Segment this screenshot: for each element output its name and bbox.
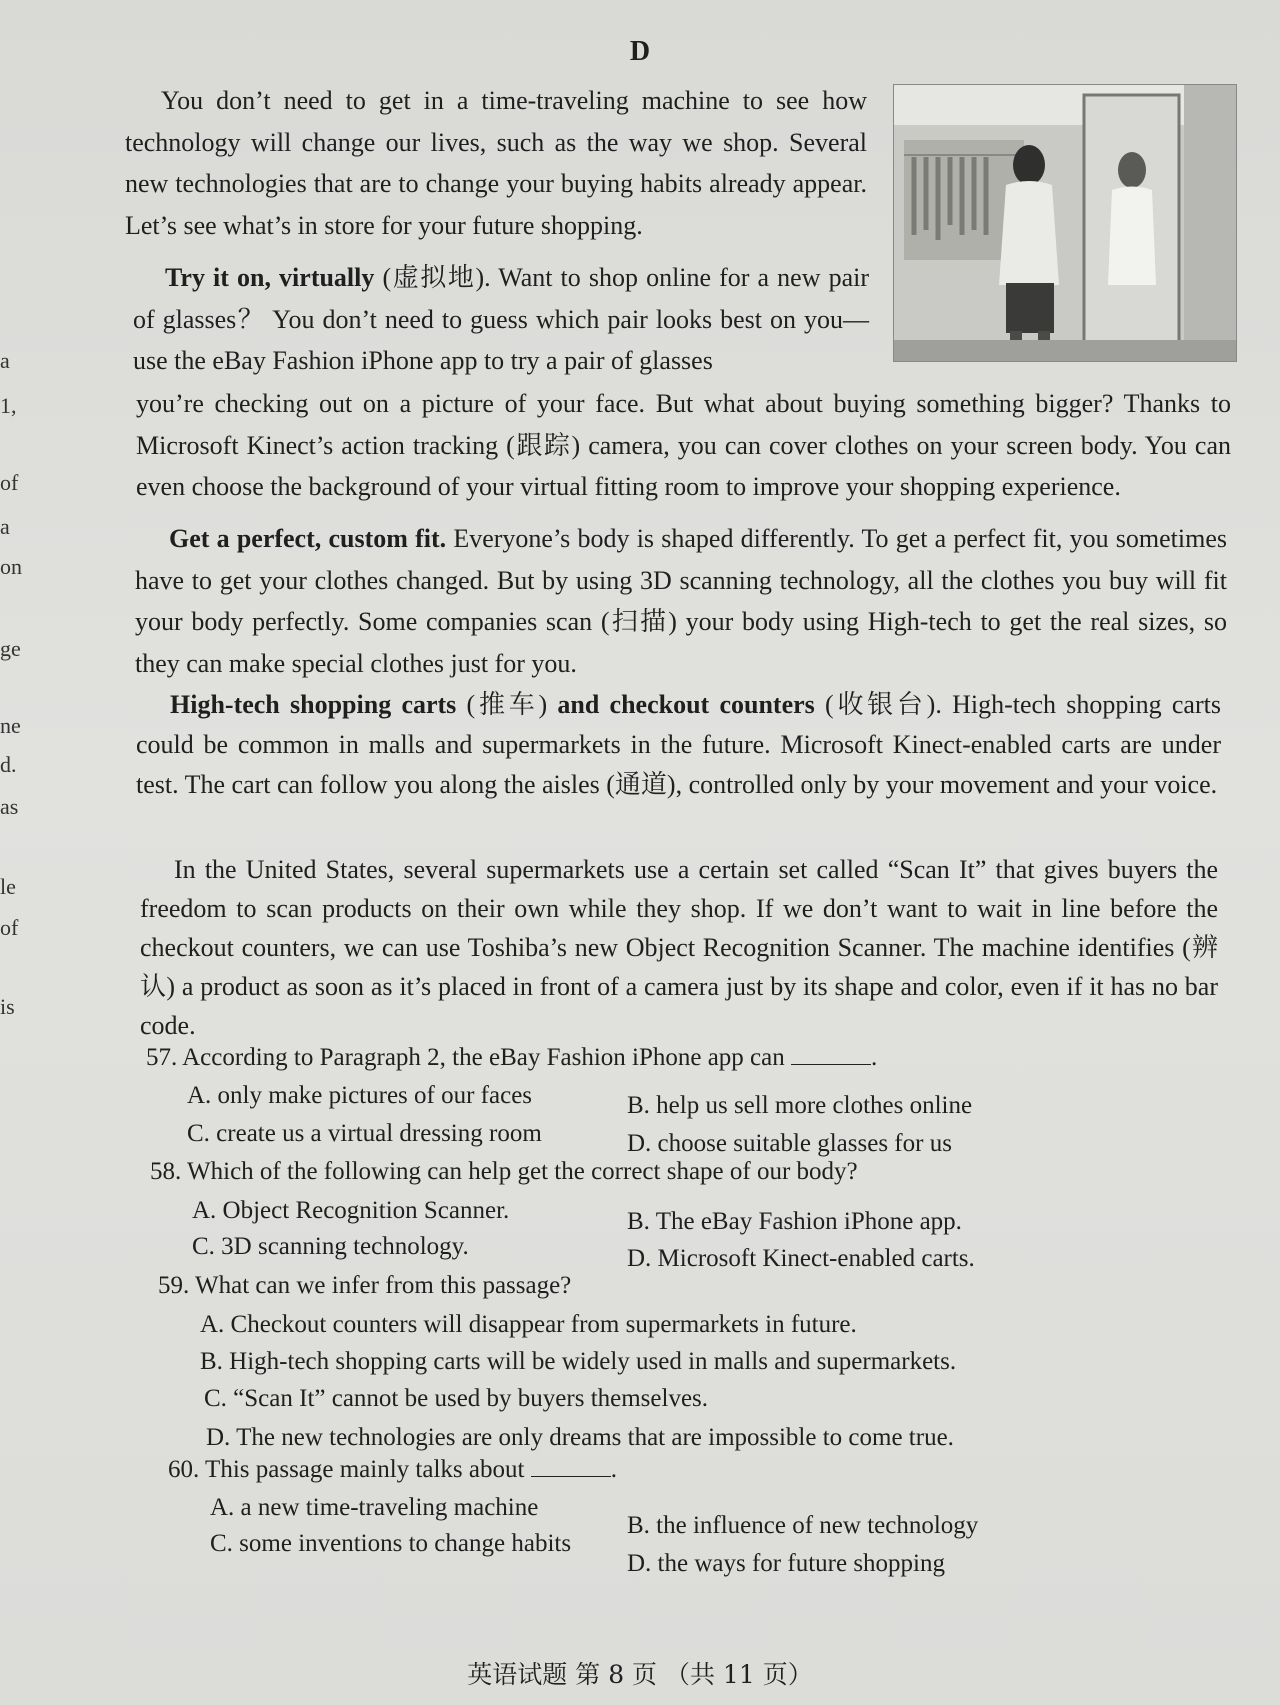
answer-blank bbox=[791, 1044, 871, 1065]
option-59-b: B. High-tech shopping carts will be widely used in malls and supermarkets. bbox=[200, 1348, 957, 1375]
answer-blank bbox=[531, 1456, 611, 1477]
paragraph-text: Everyone’s body is shaped differently. To get a perfect fit, you sometimes have to get your clothes changed. But by using 3D scanning technology, all the clothes you buy will fit your body perfectly. Some companies scan (扫描) your body using High-tech to get the real sizes, so they can make special clothes just for you. bbox=[135, 524, 1227, 678]
paragraph-try-it-on bbox=[133, 257, 869, 382]
option-60-d: D. the ways for future shopping bbox=[627, 1550, 945, 1577]
virtual-fitting-photo bbox=[893, 84, 1237, 362]
option-57-a: A. only make pictures of our faces bbox=[187, 1082, 533, 1109]
option-59-a: A. Checkout counters will disappear from supermarkets in future. bbox=[200, 1311, 857, 1338]
margin-fragment: as bbox=[0, 794, 19, 819]
option-59-d: D. The new technologies are only dreams that are impossible to come true. bbox=[206, 1424, 954, 1451]
page-footer: 英语试题 第 8 页 （共 11 页） bbox=[467, 1660, 813, 1689]
option-57-b: B. help us sell more clothes online bbox=[627, 1092, 973, 1119]
margin-fragment: 1, bbox=[0, 393, 17, 418]
chinese-gloss: (虚拟地). bbox=[374, 263, 499, 292]
paragraph-text: High-tech shopping carts could be common in malls and supermarkets in the future. Microsoft Kinect-enabled carts are under test. The cart can follow you along the aisles (通道), controlled only by your movement and your voice. bbox=[136, 690, 1221, 799]
paragraph-heading: and checkout counters bbox=[557, 690, 815, 719]
intro-text: You don’t need to get in a time-traveling machine to see how technology will change our lives, such as the way we shop. Several new technologies that are to change your buying habits already appear. Let’s see what’s in store for your future shopping. bbox=[125, 86, 867, 240]
option-60-a: A. a new time-traveling machine bbox=[210, 1494, 539, 1521]
chinese-gloss: (收银台). bbox=[814, 690, 953, 719]
option-59-c: C. “Scan It” cannot be used by buyers themselves. bbox=[204, 1385, 709, 1412]
margin-fragment: ge bbox=[0, 636, 21, 661]
question-57 bbox=[146, 1044, 877, 1072]
paragraph-text: you’re checking out on a picture of your face. But what about buying something bigger? Thanks to Microsoft Kinect’s action tracking (跟踪) camera, you can cover clothes on your screen body. You can even choose the background of your virtual fitting room to improve your shopping experience. bbox=[136, 389, 1231, 501]
paragraph-custom-fit bbox=[135, 518, 1227, 684]
question-58 bbox=[150, 1158, 858, 1186]
option-57-d: D. choose suitable glasses for us bbox=[627, 1130, 952, 1157]
paragraph-heading: High-tech shopping carts bbox=[170, 690, 457, 719]
margin-fragment: a bbox=[0, 514, 10, 539]
option-58-c: C. 3D scanning technology. bbox=[192, 1233, 469, 1260]
chinese-gloss: (推车) bbox=[456, 690, 558, 719]
paragraph-heading: Try it on, virtually bbox=[165, 263, 375, 292]
question-59 bbox=[158, 1272, 571, 1300]
margin-fragment: le bbox=[0, 874, 16, 899]
margin-fragment: a bbox=[0, 348, 10, 373]
question-stem: 57. According to Paragraph 2, the eBay Fashion iPhone app can bbox=[146, 1044, 785, 1071]
option-58-b: B. The eBay Fashion iPhone app. bbox=[627, 1208, 962, 1235]
paragraph-text: In the United States, several supermarkets use a certain set called “Scan It” that gives buyers the freedom to scan products on their own while they shop. If we don’t want to wait in line before the checkout counters, we can use Toshiba’s new Object Recognition Scanner. The machine identifies (辨认) a product as soon as it’s placed in front of a camera just by its shape and color, even if it has no bar code. bbox=[140, 855, 1218, 1040]
question-stem: 59. What can we infer from this passage? bbox=[158, 1272, 572, 1299]
paragraph-try-it-on-continued bbox=[136, 383, 1231, 508]
paragraph-text: Want to shop online for a new pair of glasses？ You don’t need to guess which pair looks best on you—use the eBay Fashion iPhone app to try a pair of glasses bbox=[133, 263, 869, 375]
margin-fragment: of bbox=[0, 470, 19, 495]
section-letter: D bbox=[629, 36, 651, 67]
question-stem: 60. This passage mainly talks about bbox=[168, 1456, 525, 1483]
margin-fragment: is bbox=[0, 994, 15, 1019]
question-stem: 58. Which of the following can help get the correct shape of our body? bbox=[150, 1158, 858, 1185]
margin-fragment: on bbox=[0, 554, 22, 579]
option-57-c: C. create us a virtual dressing room bbox=[187, 1120, 542, 1147]
margin-fragment: of bbox=[0, 915, 19, 940]
option-58-d: D. Microsoft Kinect-enabled carts. bbox=[627, 1245, 975, 1272]
paragraph-shopping-carts bbox=[136, 685, 1221, 805]
intro-paragraph bbox=[125, 80, 867, 246]
margin-fragment: ne bbox=[0, 713, 21, 738]
option-58-a: A. Object Recognition Scanner. bbox=[192, 1197, 510, 1224]
paragraph-heading: Get a perfect, custom fit. bbox=[169, 524, 447, 553]
option-60-b: B. the influence of new technology bbox=[627, 1512, 979, 1539]
question-60 bbox=[168, 1456, 617, 1484]
margin-fragment: d. bbox=[0, 752, 17, 777]
question-end: . bbox=[871, 1044, 878, 1071]
question-end: . bbox=[610, 1456, 617, 1483]
paragraph-scan-it bbox=[140, 850, 1218, 1045]
option-60-c: C. some inventions to change habits bbox=[210, 1530, 572, 1557]
